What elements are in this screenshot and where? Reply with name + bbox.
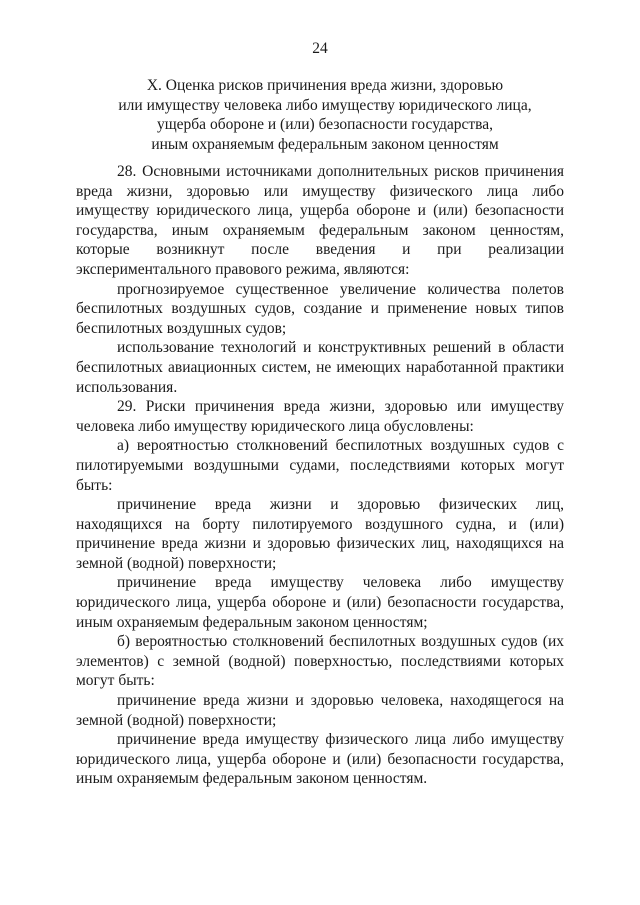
paragraph-subitem-b: б) вероятностью столкновений беспилотных воздушных судов (их элементов) с земной (водной) поверхностью, последствиями которых могут быть: bbox=[76, 633, 564, 690]
section-heading bbox=[80, 76, 570, 154]
paragraph-item: прогнозируемое существенное увеличение количества полетов беспилотных воздушных судов, создание и применение новых типов беспилотных воздушных судов; bbox=[76, 280, 564, 337]
paragraph-item: причинение вреда имуществу человека либо имуществу юридического лица, ущерба обороне и (или) безопасности государства, иным охраняемым федеральным законом ценностям; bbox=[76, 574, 564, 631]
document-body bbox=[76, 162, 564, 789]
heading-line: иным охраняемым федеральным законом ценностям bbox=[151, 135, 499, 153]
page-number: 24 bbox=[312, 40, 328, 57]
heading-line: или имуществу человека либо имуществу юридического лица, bbox=[118, 96, 532, 114]
paragraph-item: причинение вреда жизни и здоровью человека, находящегося на земной (водной) поверхности; bbox=[76, 692, 564, 729]
paragraph-item: причинение вреда имуществу физического лица либо имуществу юридического лица, ущерба обороне и (или) безопасности государства, иным охраняемым федеральным законом ценностям. bbox=[76, 731, 564, 788]
paragraph-29: 29. Риски причинения вреда жизни, здоровью или имуществу человека либо имуществу юридического лица обусловлены: bbox=[76, 398, 564, 435]
paragraph-28: 28. Основными источниками дополнительных рисков причинения вреда жизни, здоровью или имуществу физического лица либо имуществу юридического лица, ущерба обороне и (или) безопасности государства, иным охраняемым федеральным законом ценностям, которые возникнут после введения и при реализации экспериментального правового режима, являются: bbox=[76, 163, 564, 278]
paragraph-subitem-a: а) вероятностью столкновений беспилотных воздушных судов с пилотируемыми воздушными судами, последствиями которых могут быть: bbox=[76, 437, 564, 494]
heading-line: X. Оценка рисков причинения вреда жизни, здоровью bbox=[146, 77, 504, 94]
paragraph-item: использование технологий и конструктивных решений в области беспилотных авиационных систем, не имеющих наработанной практики использования. bbox=[76, 339, 564, 396]
heading-line: ущерба обороне и (или) безопасности государства, bbox=[156, 116, 494, 133]
paragraph-item: причинение вреда жизни и здоровью физических лиц, находящихся на борту пилотируемого воздушного судна, и (или) причинение вреда жизни и здоровью физических лиц, находящихся на земной (водной) поверхности; bbox=[76, 496, 564, 572]
